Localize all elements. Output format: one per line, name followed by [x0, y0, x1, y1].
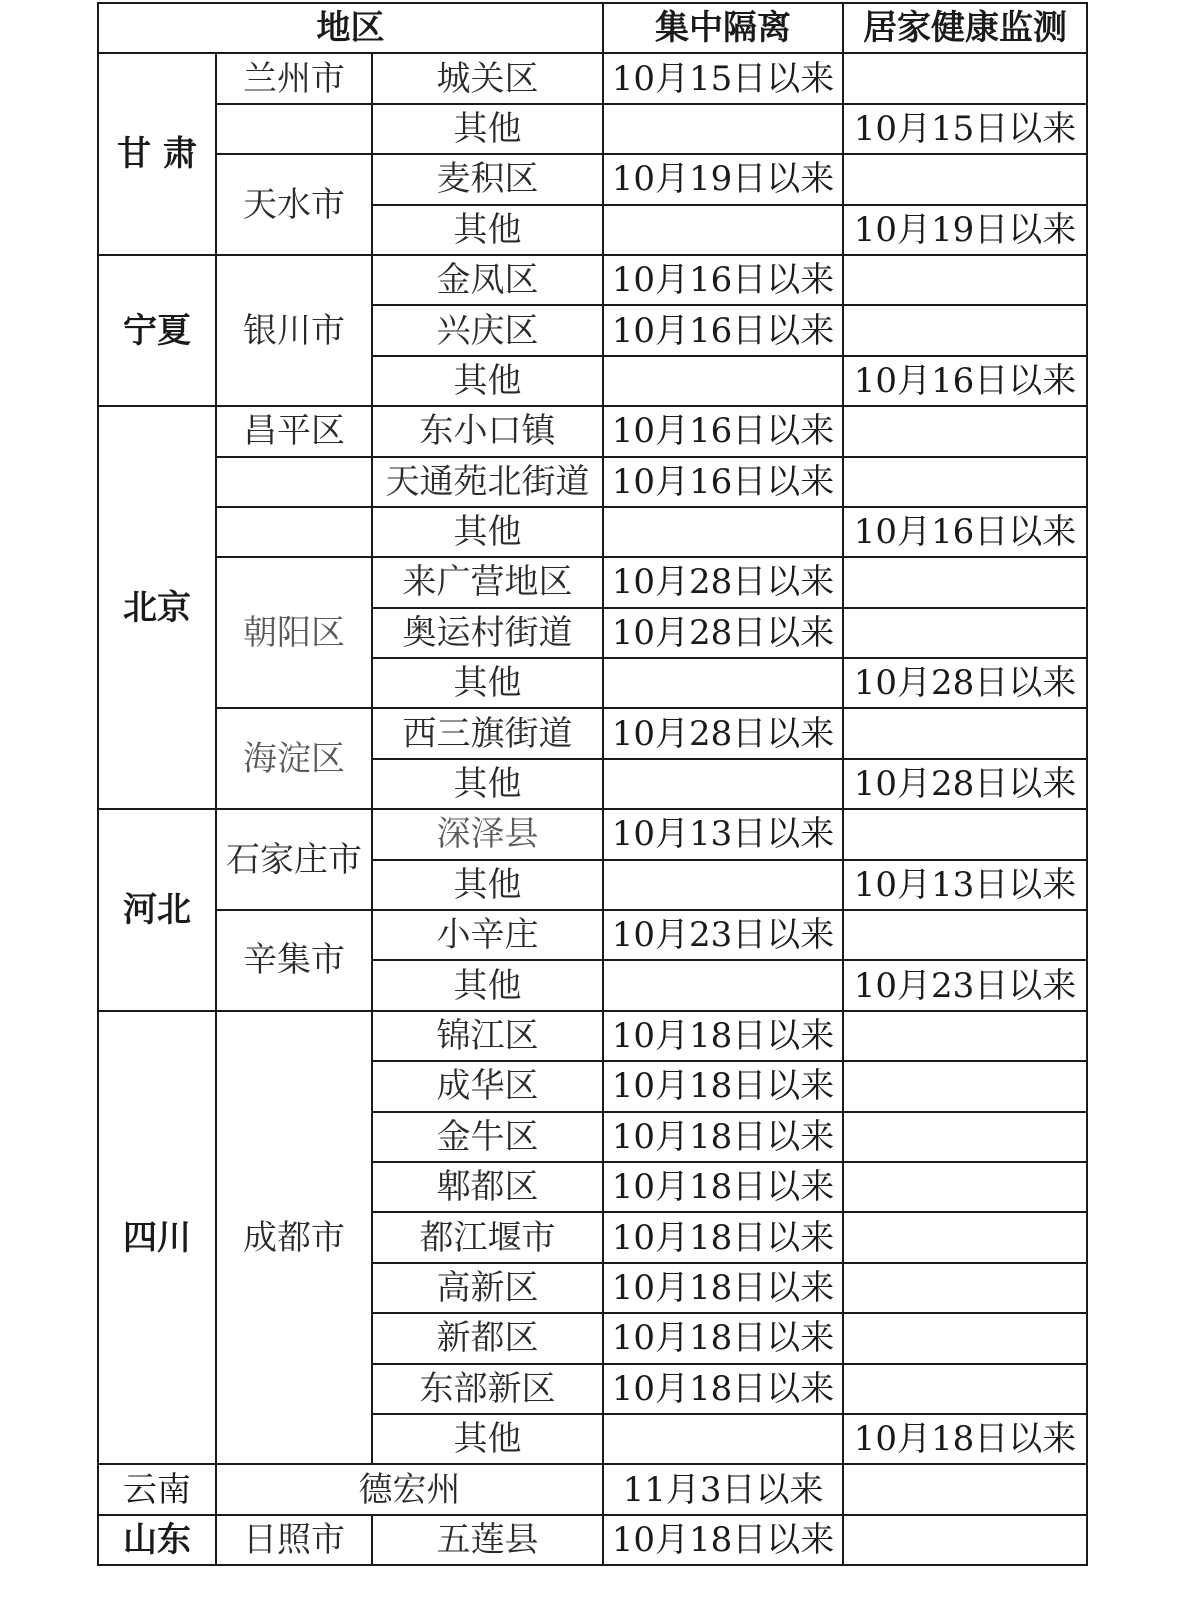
district-cell: 其他	[372, 658, 603, 708]
province-shandong: 山东	[98, 1515, 216, 1565]
district-cell: 都江堰市	[372, 1212, 603, 1262]
monitoring-date: 10月13日以来	[843, 860, 1087, 910]
quarantine-date: 10月18日以来	[603, 1011, 843, 1061]
province-hebei: 河北	[98, 809, 216, 1011]
monitoring-date	[843, 1313, 1087, 1363]
header-quarantine: 集中隔离	[603, 3, 843, 53]
province-ningxia: 宁夏	[98, 255, 216, 406]
monitoring-date	[843, 557, 1087, 607]
quarantine-date: 11月3日以来	[603, 1464, 843, 1514]
monitoring-date	[843, 1162, 1087, 1212]
district-cell: 新都区	[372, 1313, 603, 1363]
monitoring-date	[843, 1263, 1087, 1313]
district-cell: 来广营地区	[372, 557, 603, 607]
province-beijing: 北京	[98, 406, 216, 809]
quarantine-date: 10月18日以来	[603, 1212, 843, 1262]
district-cell: 其他	[372, 356, 603, 406]
monitoring-date	[843, 457, 1087, 507]
district-cell: 麦积区	[372, 154, 603, 204]
city-empty	[216, 104, 372, 154]
quarantine-date	[603, 860, 843, 910]
header-row	[98, 3, 1087, 53]
monitoring-date	[843, 255, 1087, 305]
district-cell: 西三旗街道	[372, 708, 603, 758]
monitoring-date	[843, 608, 1087, 658]
monitoring-date: 10月18日以来	[843, 1414, 1087, 1464]
district-cell: 其他	[372, 1414, 603, 1464]
district-cell: 锦江区	[372, 1011, 603, 1061]
city-changping: 昌平区	[216, 406, 372, 456]
quarantine-date: 10月18日以来	[603, 1061, 843, 1111]
monitoring-date: 10月15日以来	[843, 104, 1087, 154]
table-row	[98, 104, 1087, 154]
province-yunnan: 云南	[98, 1464, 216, 1514]
district-cell: 金牛区	[372, 1112, 603, 1162]
quarantine-date: 10月23日以来	[603, 910, 843, 960]
city-dehong: 德宏州	[216, 1464, 603, 1514]
table-row	[98, 406, 1087, 456]
city-empty	[216, 507, 372, 557]
quarantine-date: 10月16日以来	[603, 255, 843, 305]
city-lanzhou: 兰州市	[216, 53, 372, 103]
quarantine-date: 10月28日以来	[603, 557, 843, 607]
monitoring-date	[843, 1364, 1087, 1414]
district-cell: 其他	[372, 205, 603, 255]
province-sichuan: 四川	[98, 1011, 216, 1465]
quarantine-date: 10月18日以来	[603, 1162, 843, 1212]
city-empty	[216, 457, 372, 507]
district-cell: 五莲县	[372, 1515, 603, 1565]
table-row	[98, 154, 1087, 204]
quarantine-date	[603, 104, 843, 154]
district-cell: 城关区	[372, 53, 603, 103]
monitoring-date	[843, 406, 1087, 456]
district-cell: 深泽县	[372, 809, 603, 859]
table-row	[98, 1464, 1087, 1514]
district-cell: 兴庆区	[372, 305, 603, 355]
monitoring-date: 10月16日以来	[843, 507, 1087, 557]
quarantine-date	[603, 1414, 843, 1464]
header-monitoring: 居家健康监测	[843, 3, 1087, 53]
monitoring-date	[843, 708, 1087, 758]
city-chengdu: 成都市	[216, 1011, 372, 1465]
monitoring-date	[843, 1515, 1087, 1565]
city-yinchuan: 银川市	[216, 255, 372, 406]
monitoring-date: 10月19日以来	[843, 205, 1087, 255]
quarantine-date	[603, 205, 843, 255]
monitoring-date	[843, 1011, 1087, 1061]
district-cell: 金凤区	[372, 255, 603, 305]
monitoring-date	[843, 1464, 1087, 1514]
monitoring-date	[843, 1212, 1087, 1262]
quarantine-date	[603, 759, 843, 809]
district-cell: 东部新区	[372, 1364, 603, 1414]
monitoring-date	[843, 1061, 1087, 1111]
province-gansu: 甘 肃	[98, 53, 216, 255]
quarantine-date: 10月18日以来	[603, 1364, 843, 1414]
quarantine-date	[603, 960, 843, 1010]
quarantine-date	[603, 356, 843, 406]
monitoring-date: 10月28日以来	[843, 759, 1087, 809]
district-cell: 其他	[372, 960, 603, 1010]
city-rizhao: 日照市	[216, 1515, 372, 1565]
city-haidian: 海淀区	[216, 708, 372, 809]
monitoring-date	[843, 910, 1087, 960]
table-row	[98, 255, 1087, 305]
district-cell: 郫都区	[372, 1162, 603, 1212]
district-cell: 其他	[372, 104, 603, 154]
monitoring-date	[843, 305, 1087, 355]
district-cell: 天通苑北街道	[372, 457, 603, 507]
table-row	[98, 1011, 1087, 1061]
district-cell: 成华区	[372, 1061, 603, 1111]
district-cell: 其他	[372, 507, 603, 557]
table-row	[98, 507, 1087, 557]
district-cell: 其他	[372, 759, 603, 809]
quarantine-date: 10月28日以来	[603, 708, 843, 758]
table-row	[98, 557, 1087, 607]
quarantine-date: 10月28日以来	[603, 608, 843, 658]
monitoring-date	[843, 53, 1087, 103]
monitoring-date: 10月28日以来	[843, 658, 1087, 708]
city-xinji: 辛集市	[216, 910, 372, 1011]
city-shijiazhuang: 石家庄市	[216, 809, 372, 910]
quarantine-date: 10月18日以来	[603, 1515, 843, 1565]
district-cell: 高新区	[372, 1263, 603, 1313]
district-cell: 其他	[372, 860, 603, 910]
quarantine-date: 10月18日以来	[603, 1263, 843, 1313]
monitoring-date	[843, 1112, 1087, 1162]
quarantine-date: 10月15日以来	[603, 53, 843, 103]
district-cell: 奥运村街道	[372, 608, 603, 658]
quarantine-date: 10月18日以来	[603, 1313, 843, 1363]
quarantine-date: 10月13日以来	[603, 809, 843, 859]
table-row	[98, 910, 1087, 960]
quarantine-date: 10月16日以来	[603, 406, 843, 456]
city-chaoyang: 朝阳区	[216, 557, 372, 708]
monitoring-date	[843, 154, 1087, 204]
district-cell: 小辛庄	[372, 910, 603, 960]
monitoring-date: 10月16日以来	[843, 356, 1087, 406]
monitoring-date	[843, 809, 1087, 859]
city-tianshui: 天水市	[216, 154, 372, 255]
table-row	[98, 53, 1087, 103]
monitoring-date: 10月23日以来	[843, 960, 1087, 1010]
quarantine-date: 10月19日以来	[603, 154, 843, 204]
quarantine-date: 10月16日以来	[603, 305, 843, 355]
quarantine-date: 10月16日以来	[603, 457, 843, 507]
quarantine-date	[603, 658, 843, 708]
quarantine-date: 10月18日以来	[603, 1112, 843, 1162]
table-row	[98, 1515, 1087, 1565]
table-row	[98, 708, 1087, 758]
header-region: 地区	[98, 3, 603, 53]
quarantine-table	[97, 2, 1088, 1566]
table-row	[98, 457, 1087, 507]
district-cell: 东小口镇	[372, 406, 603, 456]
quarantine-date	[603, 507, 843, 557]
table-row	[98, 809, 1087, 859]
